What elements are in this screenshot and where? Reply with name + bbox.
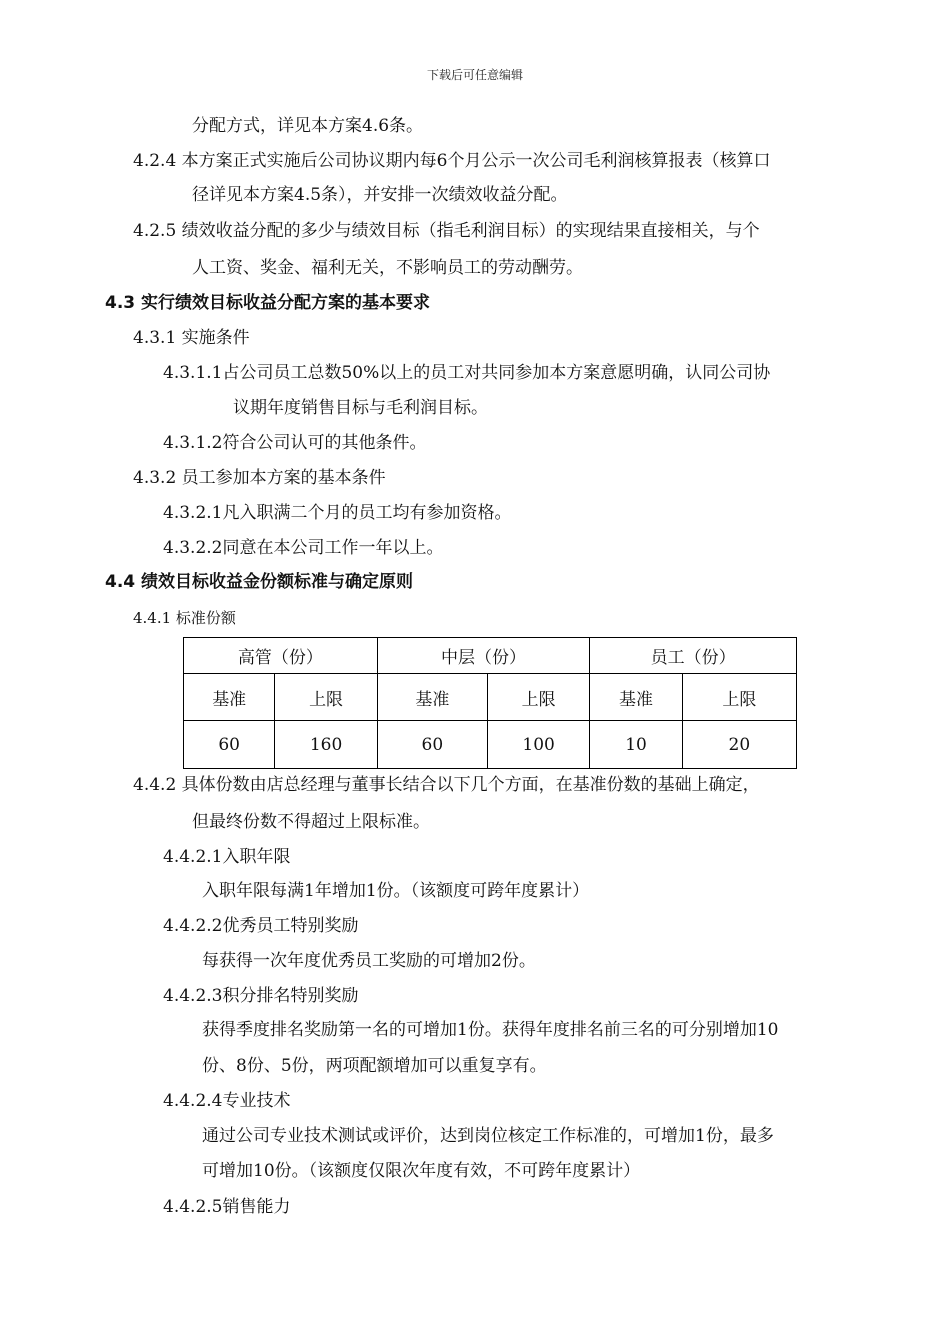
paragraph-line: 但最终份数不得超过上限标准。 bbox=[192, 812, 430, 832]
clause-4-2-4: 4.2.4 本方案正式实施后公司协议期内每6个月公示一次公司毛利润核算报表（核算口 bbox=[133, 151, 771, 171]
table-cell: 20 bbox=[682, 721, 796, 769]
table-cell: 60 bbox=[377, 721, 487, 769]
table-cell: 10 bbox=[590, 721, 682, 769]
clause-4-3-1: 4.3.1 实施条件 bbox=[133, 328, 250, 348]
clause-4-4-2: 4.4.2 具体份数由店总经理与董事长结合以下几个方面，在基准份数的基础上确定， bbox=[133, 775, 760, 795]
clause-4-3-2-2: 4.3.2.2同意在本公司工作一年以上。 bbox=[163, 538, 444, 558]
clause-4-4-2-4: 4.4.2.4专业技术 bbox=[163, 1091, 291, 1111]
clause-4-4-2-1: 4.4.2.1入职年限 bbox=[163, 847, 291, 867]
table-group-header: 高管（份） bbox=[184, 638, 378, 674]
clause-4-3-2-1: 4.3.2.1凡入职满二个月的员工均有参加资格。 bbox=[163, 503, 512, 523]
table-cell: 160 bbox=[275, 721, 377, 769]
table-subheader: 基准 bbox=[377, 674, 487, 721]
paragraph-line: 人工资、奖金、福利无关，不影响员工的劳动酬劳。 bbox=[192, 258, 583, 278]
paragraph-line: 径详见本方案4.5条），并安排一次绩效收益分配。 bbox=[192, 185, 568, 205]
clause-4-3-1-1: 4.3.1.1占公司员工总数50%以上的员工对共同参加本方案意愿明确，认同公司协 bbox=[163, 363, 771, 383]
table-group-header: 员工（份） bbox=[590, 638, 797, 674]
paragraph-line: 分配方式，详见本方案4.6条。 bbox=[192, 116, 424, 136]
paragraph-line: 入职年限每满1年增加1份。（该额度可跨年度累计） bbox=[202, 881, 590, 901]
table-cell: 100 bbox=[487, 721, 589, 769]
clause-4-4-1: 4.4.1 标准份额 bbox=[133, 609, 236, 627]
clause-4-4-2-3: 4.4.2.3积分排名特别奖励 bbox=[163, 986, 359, 1006]
table-group-header: 中层（份） bbox=[377, 638, 590, 674]
page-header: 下载后可任意编辑 bbox=[426, 68, 523, 82]
paragraph-line: 通过公司专业技术测试或评价，达到岗位核定工作标准的，可增加1份，最多 bbox=[202, 1126, 774, 1146]
paragraph-line: 议期年度销售目标与毛利润目标。 bbox=[233, 398, 488, 418]
paragraph-line: 获得季度排名奖励第一名的可增加1份。获得年度排名前三名的可分别增加10 bbox=[202, 1020, 779, 1040]
clause-4-4-2-2: 4.4.2.2优秀员工特别奖励 bbox=[163, 916, 359, 936]
paragraph-line: 可增加10份。（该额度仅限次年度有效，不可跨年度累计） bbox=[202, 1161, 641, 1181]
section-heading-4-3: 4.3 实行绩效目标收益分配方案的基本要求 bbox=[105, 293, 431, 313]
table-subheader: 上限 bbox=[275, 674, 377, 721]
clause-4-3-1-2: 4.3.1.2符合公司认可的其他条件。 bbox=[163, 433, 427, 453]
standard-share-table bbox=[183, 637, 797, 769]
table-subheader: 上限 bbox=[487, 674, 589, 721]
paragraph-line: 份、8份、5份，两项配额增加可以重复享有。 bbox=[202, 1056, 547, 1076]
table-subheader: 上限 bbox=[682, 674, 796, 721]
table-subheader: 基准 bbox=[184, 674, 275, 721]
table-subheader: 基准 bbox=[590, 674, 682, 721]
clause-4-4-2-5: 4.4.2.5销售能力 bbox=[163, 1197, 291, 1217]
section-heading-4-4: 4.4 绩效目标收益金份额标准与确定原则 bbox=[105, 572, 414, 592]
clause-4-3-2: 4.3.2 员工参加本方案的基本条件 bbox=[133, 468, 386, 488]
clause-4-2-5: 4.2.5 绩效收益分配的多少与绩效目标（指毛利润目标）的实现结果直接相关，与个 bbox=[133, 221, 760, 241]
paragraph-line: 每获得一次年度优秀员工奖励的可增加2份。 bbox=[202, 951, 536, 971]
table-cell: 60 bbox=[184, 721, 275, 769]
